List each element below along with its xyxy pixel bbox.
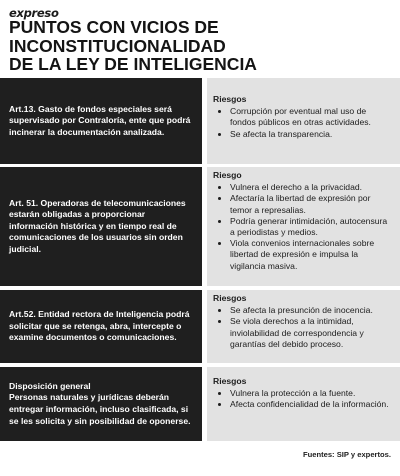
description-text: Art.13. Gasto de fondos especiales será supervisado por Contraloría, ente que podrá incinerar la documentación analizada. — [9, 103, 191, 137]
description-text: Art.52. Entidad rectora de Inteligencia podrá solicitar que se retenga, abra, intercepte o examine documentos o comunicaciones. — [9, 309, 190, 343]
title-line: PUNTOS CON VICIOS DE — [9, 17, 219, 37]
risk-list — [213, 305, 392, 350]
risk-item: • Afecta confidencialidad de la información. — [230, 399, 392, 410]
risk-item: • Se afecta la transparencia. — [230, 129, 392, 140]
row-description — [0, 290, 202, 363]
table-row-art52 — [0, 290, 400, 363]
row-risks — [207, 78, 400, 164]
title-line: DE LA LEY DE INTELIGENCIA — [9, 54, 257, 74]
risk-item: • Se viola derechos a la intimidad, inviolabilidad de correspondencia y garantías del debido proceso. — [230, 316, 392, 350]
row-description — [0, 367, 202, 441]
risk-item: • Viola convenios internacionales sobre libertad de expresión e impulsa la vigilancia masiva. — [230, 238, 392, 272]
row-risks — [207, 167, 400, 286]
sources-footer: Fuentes: SIP y expertos. — [302, 450, 391, 459]
risk-list — [213, 106, 392, 140]
brand-logo: expreso — [9, 6, 59, 20]
row-risks — [207, 290, 400, 363]
risk-item: • Podría generar intimidación, autocensura a periodistas y medios. — [230, 216, 392, 238]
risk-item: • Se afecta la presunción de inocencia. — [230, 305, 392, 316]
description-title: Disposición general — [9, 380, 91, 391]
risk-heading: Riesgos — [213, 94, 247, 104]
risk-heading: Riesgo — [213, 170, 242, 180]
risk-heading: Riesgos — [213, 376, 247, 386]
table-row-disposicion-general — [0, 367, 400, 441]
row-description — [0, 167, 202, 286]
row-description — [0, 78, 202, 164]
risk-list — [213, 182, 392, 272]
table-row-art51 — [0, 167, 400, 286]
table-row-art13 — [0, 78, 400, 164]
page-title — [9, 18, 394, 74]
risk-list — [213, 388, 392, 410]
row-risks — [207, 367, 400, 441]
risk-item: • Afectaría la libertad de expresión por temor a represalias. — [230, 193, 392, 215]
risk-heading: Riesgos — [213, 293, 247, 303]
title-line: INCONSTITUCIONALIDAD — [9, 35, 226, 56]
risk-item: • Vulnera la protección a la fuente. — [230, 388, 392, 399]
description-text: Personas naturales y jurídicas deberán entregar información, incluso clasificada, si se les solicita y sin posibilidad de oponerse. — [9, 392, 191, 426]
risk-item: • Vulnera el derecho a la privacidad. — [230, 182, 392, 193]
description-text: Art. 51. Operadoras de telecomunicaciones estarán obligadas a proporcionar información histórica y en tiempo real de comunicaciones de los usuarios sin orden judicial. — [9, 197, 186, 254]
risk-item: • Corrupción por eventual mal uso de fondos públicos en otras actividades. — [230, 106, 392, 128]
